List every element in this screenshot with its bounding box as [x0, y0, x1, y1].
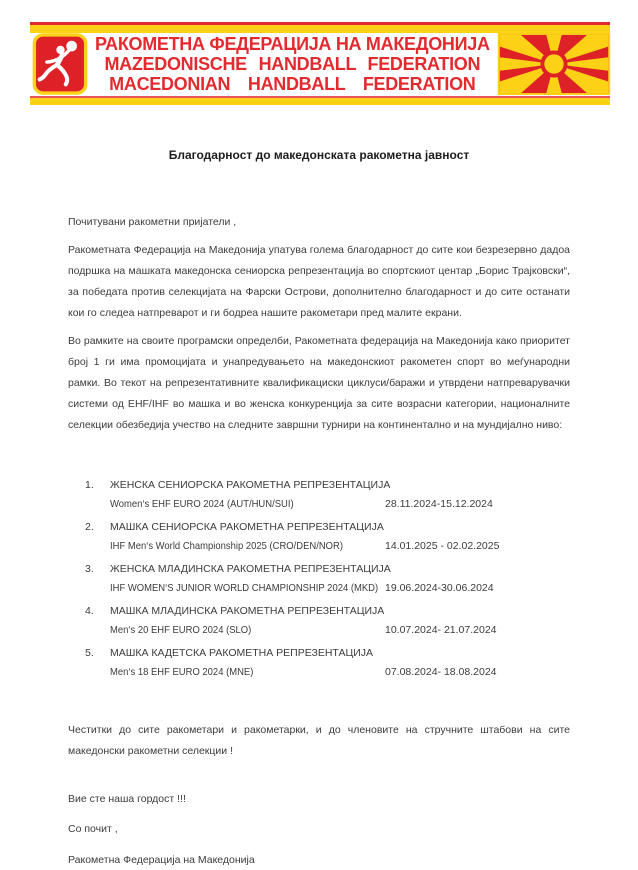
- signature-line: Ракометна Федерација на Македонија: [68, 854, 255, 866]
- event-dates: 14.01.2025 - 02.02.2025: [385, 540, 500, 552]
- letter-body: [68, 102, 570, 870]
- team-name: ЖЕНСКА МЛАДИНСКА РАКОМЕТНА РЕПРЕЗЕНТАЦИЈА: [110, 563, 391, 575]
- header-body: [30, 33, 610, 95]
- list-number: 2.: [85, 521, 94, 533]
- macedonia-flag-icon: [496, 33, 612, 95]
- tournament-item: [68, 644, 570, 682]
- event-name: Men‘s 20 EHF EURO 2024 (SLO): [110, 624, 252, 636]
- tournament-item: [68, 518, 570, 556]
- team-name: МАШКА МЛАДИНСКА РАКОМЕТНА РЕПРЕЗЕНТАЦИЈА: [110, 605, 385, 617]
- event-dates: 10.07.2024- 21.07.2024: [385, 624, 497, 636]
- event-dates: 19.06.2024-30.06.2024: [385, 582, 494, 594]
- paragraph-program: Во рамките на своите програмски определби, Ракометната федерација на Македонија како приоритет број 1 ги има промоцијата и унапредувањето на македонскиот ракометен спорт во меѓународни рамки. Во текот на репрезентативните квалификациски циклуси/баражи и утврдени натпреварувачки системи од EHF/IHF во машка и во женска конкуренција за сите возрасни категории, националните селекции обезбедија учество на следните завршни турнири на континентално и на мундијално ниво:: [68, 335, 570, 431]
- pride-line: Вие сте наша гордост !!!: [68, 793, 186, 805]
- list-number: 3.: [85, 563, 94, 575]
- event-name: IHF Men‘s World Championship 2025 (CRO/DEN/NOR): [110, 540, 344, 552]
- team-name: МАШКА СЕНИОРСКА РАКОМЕТНА РЕПРЕЗЕНТАЦИЈА: [110, 521, 384, 533]
- team-name: МАШКА КАДЕТСКА РАКОМЕТНА РЕПРЕЗЕНТАЦИЈА: [110, 647, 374, 659]
- event-name: IHF WOMEN‘S JUNIOR WORLD CHAMPIONSHIP 2024 (MKD): [110, 582, 379, 594]
- list-number: 1.: [85, 479, 94, 491]
- event-dates: 28.11.2024-15.12.2024: [385, 498, 493, 510]
- regards-line: Со почит ,: [68, 823, 118, 835]
- federation-header: [30, 22, 610, 105]
- list-number: 4.: [85, 605, 94, 617]
- tournament-item: [68, 476, 570, 514]
- event-name: Men‘s 18 EHF EURO 2024 (MNE): [110, 666, 254, 678]
- tournament-item: [68, 602, 570, 640]
- paragraph-thanks: Ракометната Федерација на Македонија упатува голема благодарност до сите кои безрезервно дадоа подршка на машката македонска сениорска репрезентација во спортскиот центар „Борис Трајковски“, за победата против селекцијата на Фарски Острови, дополнително благодарност и до сите останати кои го следеа натпреварот и ги бодреа нашите ракометари пред малите екрани.: [68, 244, 570, 319]
- header-top-yellow-bar: [30, 25, 610, 33]
- list-number: 5.: [85, 647, 94, 659]
- salutation: Почитувани ракометни пријатели ,: [68, 216, 237, 228]
- federation-name-en: MACEDONIAN HANDBALL FEDERATION: [109, 74, 476, 94]
- handball-player-icon: [31, 33, 89, 95]
- page-title: Благодарност до македонската ракометна јавност: [168, 148, 470, 162]
- event-dates: 07.08.2024- 18.08.2024: [385, 666, 497, 678]
- federation-name-mk: РАКОМЕТНА ФЕДЕРАЦИЈА НА МАКЕДОНИЈА: [95, 34, 490, 54]
- event-name: Women‘s EHF EURO 2024 (AUT/HUN/SUI): [110, 498, 294, 510]
- tournament-item: [68, 560, 570, 598]
- federation-name-block: [89, 34, 496, 94]
- paragraph-congratulations: Честитки до сите ракометари и ракометарки, и до членовите на стручните штабови на сите македонски ракометни селекции !: [68, 724, 570, 757]
- tournament-list: [68, 476, 570, 682]
- team-name: ЖЕНСКА СЕНИОРСКА РАКОМЕТНА РЕПРЕЗЕНТАЦИЈА: [110, 479, 391, 491]
- federation-name-de: MAZEDONISCHE HANDBALL FEDERATION: [104, 54, 481, 74]
